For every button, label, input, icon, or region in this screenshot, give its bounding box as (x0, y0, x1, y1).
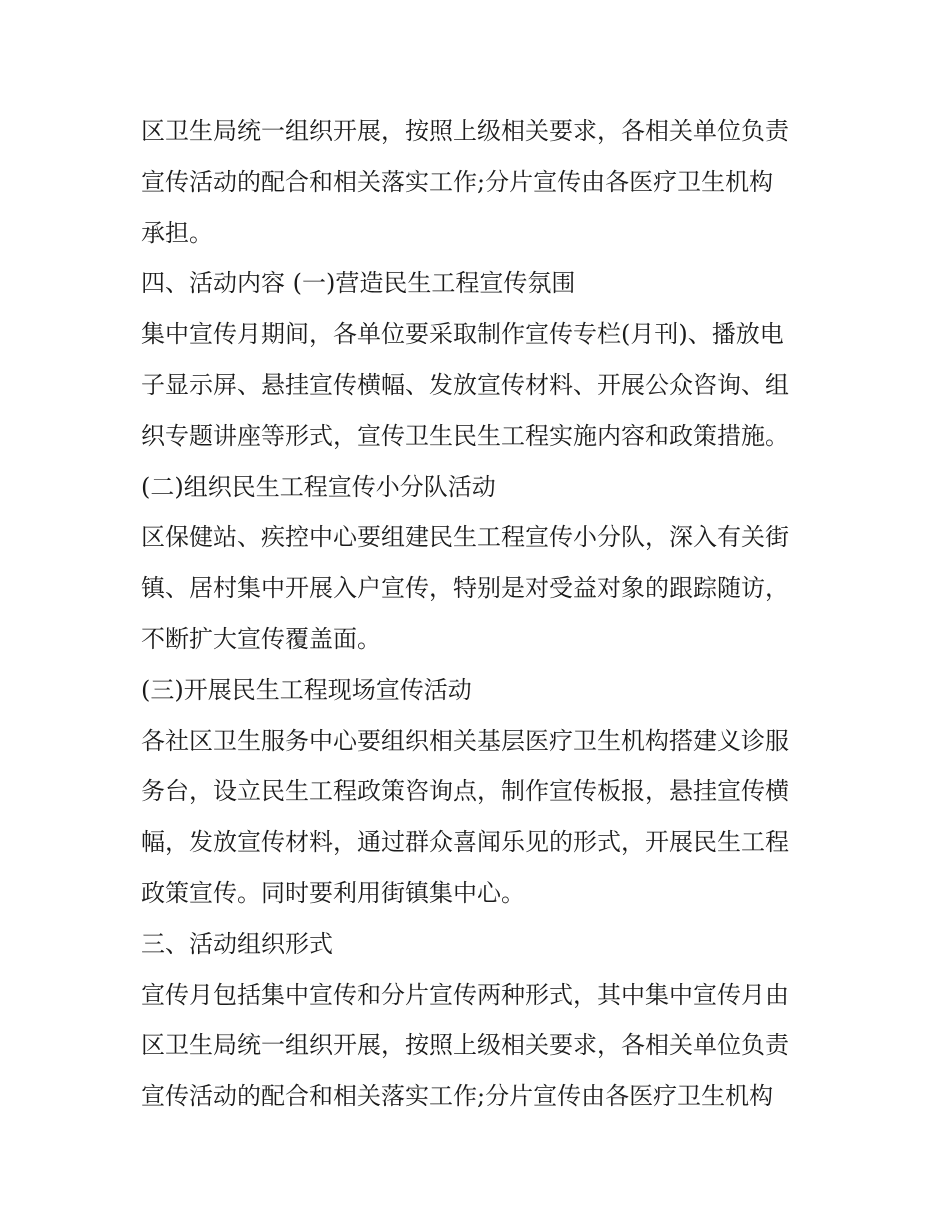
body-line: 区卫生局统一组织开展，按照上级相关要求，各相关单位负责 (141, 1031, 789, 1060)
body-line: 承担。 (141, 218, 213, 247)
subsection-heading: (二)组织民生工程宣传小分队活动 (141, 472, 496, 501)
body-line: 镇、居村集中开展入户宣传，特别是对受益对象的跟踪随访， (141, 574, 789, 603)
body-line: 幅，发放宣传材料，通过群众喜闻乐见的形式，开展民生工程 (141, 828, 789, 857)
body-line: 宣传活动的配合和相关落实工作;分片宣传由各医疗卫生机构 (141, 1082, 774, 1111)
subsection-heading: (三)开展民生工程现场宣传活动 (141, 675, 472, 704)
document-body (141, 106, 816, 1122)
section-heading: 四、活动内容 (一)营造民生工程宣传氛围 (141, 269, 576, 298)
body-line: 区保健站、疾控中心要组建民生工程宣传小分队，深入有关街 (141, 523, 789, 552)
body-line: 子显示屏、悬挂宣传横幅、发放宣传材料、开展公众咨询、组 (141, 370, 789, 399)
body-line: 务台，设立民生工程政策咨询点，制作宣传板报，悬挂宣传横 (141, 777, 789, 806)
body-line: 区卫生局统一组织开展，按照上级相关要求，各相关单位负责 (141, 117, 789, 145)
body-line: 集中宣传月期间，各单位要采取制作宣传专栏(月刊)、播放电 (141, 320, 784, 349)
section-heading: 三、活动组织形式 (141, 929, 333, 958)
body-line: 各社区卫生服务中心要组织相关基层医疗卫生机构搭建义诊服 (141, 726, 789, 755)
body-line: 宣传月包括集中宣传和分片宣传两种形式，其中集中宣传月由 (141, 980, 789, 1009)
body-line: 不断扩大宣传覆盖面。 (141, 624, 381, 653)
body-line: 政策宣传。同时要利用街镇集中心。 (141, 878, 525, 907)
body-line: 宣传活动的配合和相关落实工作;分片宣传由各医疗卫生机构 (141, 167, 774, 196)
body-line: 织专题讲座等形式，宣传卫生民生工程实施内容和政策措施。 (141, 421, 789, 450)
